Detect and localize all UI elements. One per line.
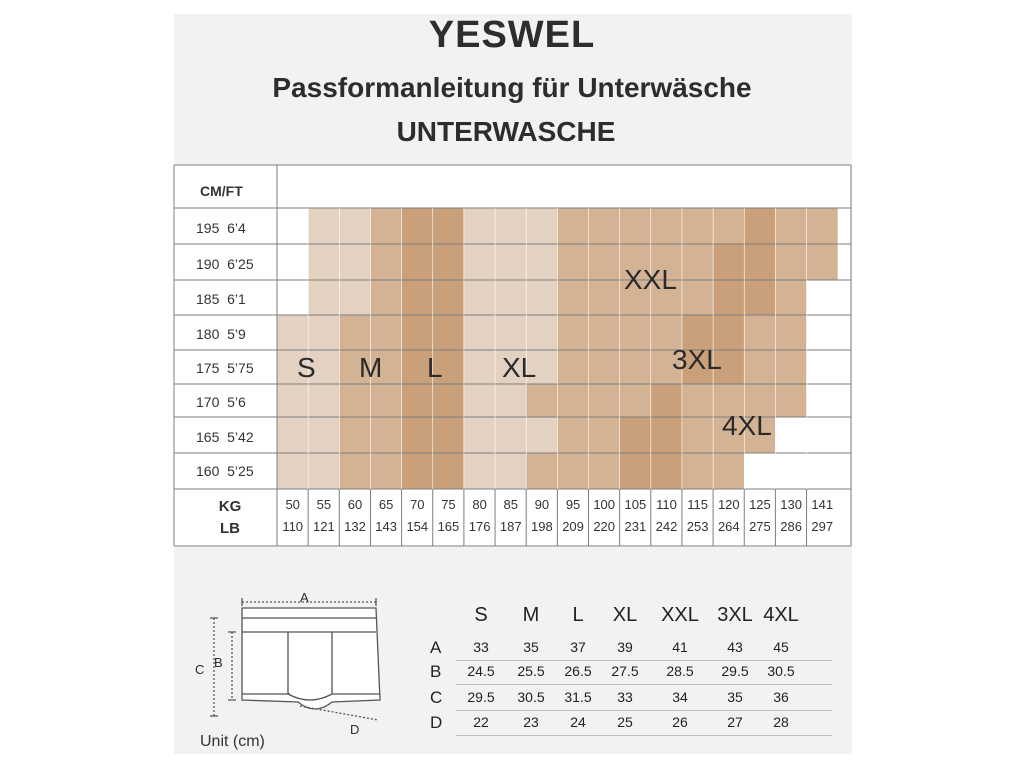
weight-kg-value: 90 <box>534 497 550 512</box>
weight-lb-value: 275 <box>749 519 771 534</box>
height-row-label: 180 5’9 <box>196 326 246 342</box>
weight-lb-value: 242 <box>655 519 678 534</box>
subtitle-fit-guide: Passformanleitung für Unterwäsche <box>272 72 752 103</box>
size-label-3xl: 3XL <box>672 344 722 375</box>
measurement-cell: 37 <box>570 639 586 655</box>
measurement-row-label: C <box>430 688 443 707</box>
size-label-m: M <box>359 352 383 383</box>
weight-lb-value: 220 <box>593 519 616 534</box>
weight-lb-value: 121 <box>312 519 335 534</box>
measurement-cell: 41 <box>672 639 688 655</box>
brand-title: YESWEL <box>428 14 596 56</box>
weight-lb-value: 187 <box>499 519 522 534</box>
measurement-cell: 35 <box>727 689 743 705</box>
diagram-label-d: D <box>350 722 360 737</box>
weight-lb-value: 143 <box>375 519 397 534</box>
size-region-m <box>370 208 401 315</box>
weight-header-lb: LB <box>220 520 240 537</box>
height-row-label: 165 5’42 <box>196 429 254 445</box>
size-label-4xl: 4XL <box>722 410 772 441</box>
measurement-cell: 26.5 <box>564 663 592 679</box>
weight-lb-value: 110 <box>282 519 304 534</box>
weight-lb-value: 176 <box>468 519 491 534</box>
table-row-divider <box>456 710 832 711</box>
weight-kg-value: 60 <box>347 497 363 512</box>
table-row-divider <box>456 660 832 661</box>
measurement-cell: 36 <box>773 689 789 705</box>
measurement-cell: 24.5 <box>467 663 495 679</box>
measurement-cell: 39 <box>617 639 633 655</box>
weight-kg-value: 55 <box>316 497 332 512</box>
weight-lb-value: 264 <box>717 519 740 534</box>
diagram-label-a: A <box>300 590 309 605</box>
weight-kg-value: 105 <box>624 497 647 512</box>
measurement-cell: 45 <box>773 639 789 655</box>
measurement-cell: 30.5 <box>767 663 795 679</box>
measurement-cell: 22 <box>473 714 489 730</box>
diagram-label-c: C <box>195 662 205 677</box>
measurement-cell: 29.5 <box>467 689 495 705</box>
weight-lb-value: 165 <box>437 519 460 534</box>
measurement-cell: 27.5 <box>611 663 639 679</box>
measurement-cell: 30.5 <box>517 689 545 705</box>
measurement-cell: 26 <box>672 714 688 730</box>
weight-header-kg: KG <box>218 498 242 515</box>
weight-kg-value: 130 <box>780 497 802 512</box>
size-label-s: S <box>297 352 316 383</box>
weight-kg-value: 110 <box>656 497 677 512</box>
height-row-label: 160 5’25 <box>196 463 254 479</box>
measurement-cell: 35 <box>523 639 539 655</box>
table-row-divider <box>456 684 832 685</box>
size-column-header: 3XL <box>717 604 753 626</box>
size-label-l: L <box>427 352 443 383</box>
weight-kg-value: 50 <box>285 497 300 512</box>
measurement-cell: 43 <box>727 639 743 655</box>
size-column-header: XL <box>612 604 638 626</box>
weight-kg-value: 70 <box>410 497 425 512</box>
weight-lb-value: 253 <box>686 519 709 534</box>
weight-kg-value: 120 <box>717 497 740 512</box>
size-label-xxl: XXL <box>624 264 677 295</box>
size-column-header: S <box>474 604 488 626</box>
size-region-xl-step <box>526 453 557 489</box>
size-region-3xl <box>744 208 775 244</box>
measurement-cell: 29.5 <box>721 663 749 679</box>
measurement-row-label: D <box>430 713 443 732</box>
unit-label: Unit (cm) <box>200 733 265 750</box>
height-row-label: 170 5’6 <box>196 394 246 410</box>
weight-kg-value: 65 <box>378 497 394 512</box>
size-label-xl: XL <box>502 352 537 383</box>
table-row-divider <box>456 735 832 736</box>
size-column-header: L <box>572 604 584 626</box>
subtitle-underwear: UNTERWASCHE <box>396 116 616 147</box>
measurement-cell: 28 <box>773 714 789 730</box>
size-column-header: XXL <box>661 604 699 626</box>
measurement-cell: 25 <box>617 714 633 730</box>
size-region-xl-step <box>526 384 557 417</box>
weight-lb-value: 198 <box>531 519 553 534</box>
height-row-label: 175 5’75 <box>196 360 254 376</box>
weight-kg-value: 85 <box>503 497 518 512</box>
measurement-cell: 33 <box>617 689 633 705</box>
size-region-4xl <box>775 280 806 315</box>
measurement-row-label: B <box>430 662 442 681</box>
weight-lb-value: 231 <box>624 519 647 534</box>
measurement-cell: 25.5 <box>517 663 545 679</box>
weight-kg-value: 75 <box>441 497 456 512</box>
height-row-label: 185 6’1 <box>196 291 246 307</box>
weight-kg-value: 95 <box>565 497 581 512</box>
weight-lb-value: 154 <box>406 519 429 534</box>
weight-kg-value: 141 <box>811 497 834 512</box>
measurement-cell: 34 <box>672 689 688 705</box>
measurement-cell: 27 <box>727 714 743 730</box>
size-column-header: M <box>522 604 540 626</box>
measurement-cell: 33 <box>473 639 489 655</box>
measurement-cell: 23 <box>523 714 539 730</box>
weight-lb-value: 297 <box>811 519 834 534</box>
measurement-cell: 28.5 <box>666 663 694 679</box>
measurement-cell: 31.5 <box>564 689 592 705</box>
measurement-cell: 24 <box>570 714 586 730</box>
height-row-label: 195 6’4 <box>196 220 246 236</box>
weight-lb-value: 209 <box>562 519 584 534</box>
grid-header-cmft: CM/FT <box>200 183 243 199</box>
weight-kg-value: 100 <box>593 497 616 512</box>
size-column-header: 4XL <box>763 604 799 626</box>
measurement-row-label: A <box>430 638 442 657</box>
weight-lb-value: 286 <box>780 519 802 534</box>
weight-kg-value: 125 <box>749 497 771 512</box>
diagram-label-b: B <box>214 655 223 670</box>
weight-lb-value: 132 <box>344 519 366 534</box>
height-row-label: 190 6’25 <box>196 256 254 272</box>
size-region-xl <box>464 208 557 489</box>
weight-kg-value: 115 <box>687 497 708 512</box>
weight-kg-value: 80 <box>472 497 487 512</box>
